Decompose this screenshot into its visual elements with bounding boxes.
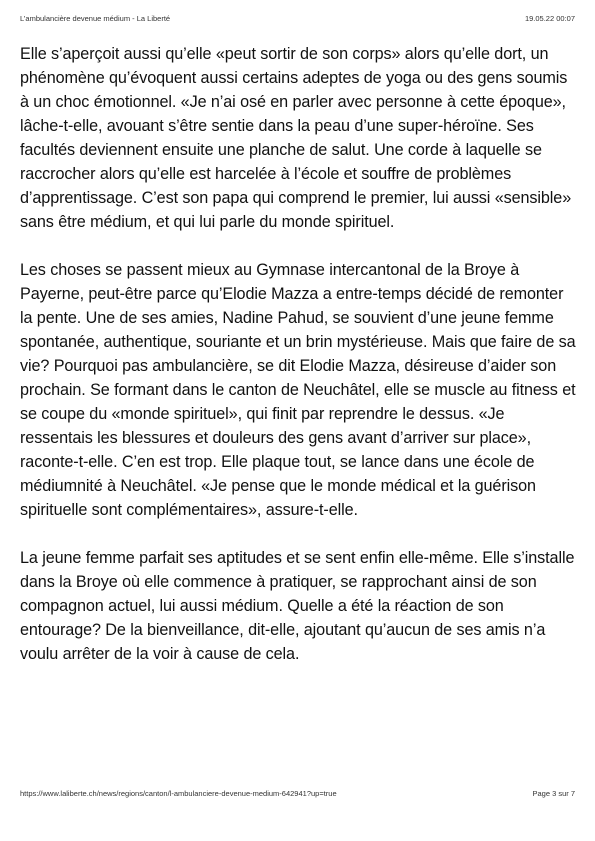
source-url: https://www.laliberte.ch/news/regions/canton/l-ambulanciere-devenue-medium-642941?up=true bbox=[20, 789, 337, 798]
print-header bbox=[20, 14, 575, 26]
page-title: L’ambulancière devenue médium - La Liberté bbox=[20, 14, 171, 23]
print-datetime: 19.05.22 00:07 bbox=[524, 14, 575, 23]
article-paragraph: Elle s’aperçoit aussi qu’elle «peut sortir de son corps» alors qu’elle dort, un phénomène qu’évoquent aussi certains adeptes de yoga ou des gens soumis à un choc émotionnel. «Je n’ai osé en parler avec personne à cette époque», lâche-t-elle, avouant s’être sentie dans la peau d’une super-héroïne. Ses facultés deviennent ensuite une planche de salut. Une corde à laquelle se raccrocher alors qu’elle est harcelée à l’école et souffre de problèmes d’apprentissage. C’est son papa qui comprend le premier, lui aussi «sensible» sans être médium, et qui lui parle du monde spirituel. bbox=[20, 45, 572, 231]
article-paragraph: Les choses se passent mieux au Gymnase intercantonal de la Broye à Payerne, peut-être parce qu’Elodie Mazza a entre-temps décidé de remonter la pente. Une de ses amies, Nadine Pahud, se souvient d’une jeune femme spontanée, authentique, souriante et un brin mystérieuse. Mais que faire de sa vie? Pourquoi pas ambulancière, se dit Elodie Mazza, désireuse d’aider son prochain. Se formant dans le canton de Neuchâtel, elle se muscle au fitness et se coupe du «monde spirituel», qui finit par reprendre le dessus. «Je ressentais les blessures et douleurs des gens avant d’arriver sur place», raconte-t-elle. C’en est trop. Elle plaque tout, se lance dans une école de médiumnité à Neuchâtel. «Je pense que le monde médical et la guérison spirituelle sont complémentaires», assure-t-elle. bbox=[20, 261, 576, 519]
print-footer bbox=[20, 789, 575, 801]
page-number: Page 3 sur 7 bbox=[532, 789, 575, 798]
article-body bbox=[20, 42, 580, 690]
article-paragraph: La jeune femme parfait ses aptitudes et se sent enfin elle-même. Elle s’installe dans la Broye où elle commence à pratiquer, se rapprochant ainsi de son compagnon actuel, lui aussi médium. Quelle a été la réaction de son entourage? De la bienveillance, dit-elle, ajoutant qu’aucun de ses amis n’a voulu arrêter de la voir à cause de cela. bbox=[20, 549, 575, 663]
